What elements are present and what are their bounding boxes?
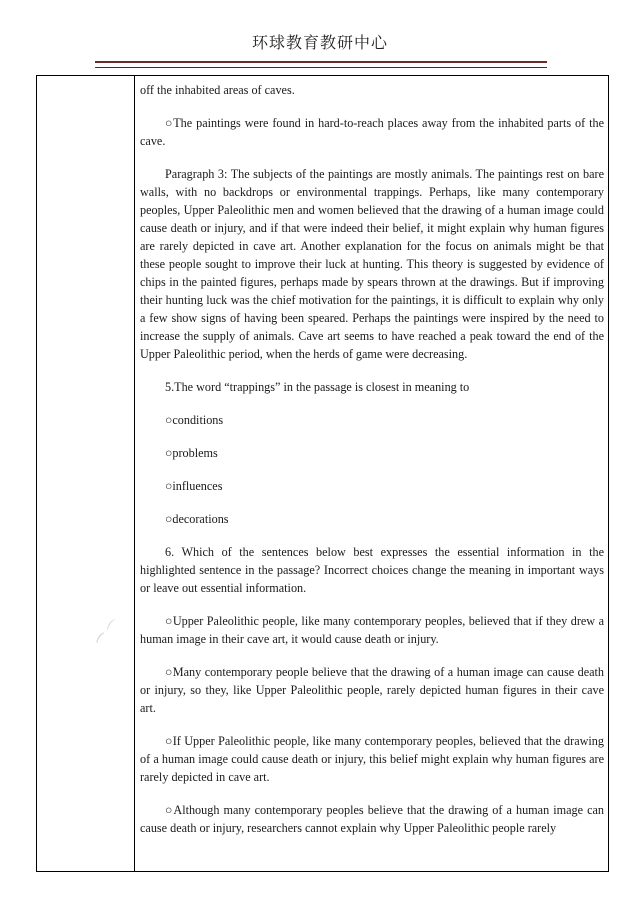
paragraph-3: Paragraph 3: The subjects of the paintings are mostly animals. The paintings rest on bare walls, with no backdrops or environmental trappings. Perhaps, like many contemporary peoples, Upper Paleolithic men and women believed that the drawing of a human image could cause death or injury, and if that were indeed their belief, it might explain why human figures are rarely depicted in cave art. Another explanation for the focus on animals might be that these people sought to improve their luck at hunting. This theory is suggested by evidence of chips in the painted figures, perhaps made by spears thrown at the drawings. But if improving their hunting luck was the chief motivation for the paintings, it is difficult to explain why only a few show signs of having been speared. Perhaps the paintings were inspired by the need to increase the supply of animals. Cave art seems to have reached a peak toward the end of the Upper Paleolithic period, when the herds of game were decreasing.	[140, 167, 604, 361]
table-left-column	[37, 76, 135, 871]
q6-option-3: ○If Upper Paleolithic people, like many contemporary peoples, believed that the drawing of a human image could cause death or injury, this belief might explain why human figures are rarely depicted in cave art.	[140, 734, 604, 784]
question-6: 6. Which of the sentences below best expresses the essential information in the highlighted sentence in the passage? Incorrect choices change the meaning in important ways or leave out essential information.	[140, 545, 604, 595]
q5-option-3: ○influences	[165, 479, 223, 493]
watermark-graphic: ⁀ ⌒	[96, 617, 127, 651]
q5-option-2: ○problems	[165, 446, 218, 460]
q5-option-4: ○decorations	[165, 512, 229, 526]
passage-continuation: off the inhabited areas of caves.	[140, 83, 295, 97]
q6-option-2: ○Many contemporary people believe that the drawing of a human image can cause death or injury, so they, like Upper Paleolithic people, rarely depicted human figures in their cave art.	[140, 665, 604, 715]
header-rule-bottom	[95, 67, 547, 68]
q6-option-1: ○Upper Paleolithic people, like many contemporary peoples, believed that if they drew a human image in their cave art, it would cause death or injury.	[140, 614, 604, 646]
answer-option: ○The paintings were found in hard-to-reach places away from the inhabited parts of the cave.	[140, 116, 604, 148]
q6-option-4: ○Although many contemporary peoples believe that the drawing of a human image can cause death or injury, researchers cannot explain why Upper Paleolithic people rarely	[140, 803, 604, 835]
content-table	[36, 75, 609, 872]
passage-content	[140, 81, 604, 852]
header-rule-top	[95, 61, 547, 63]
question-5: 5.The word “trappings” in the passage is closest in meaning to	[165, 380, 470, 394]
q5-option-1: ○conditions	[165, 413, 224, 427]
header-title: 环球教育教研中心	[251, 33, 388, 52]
